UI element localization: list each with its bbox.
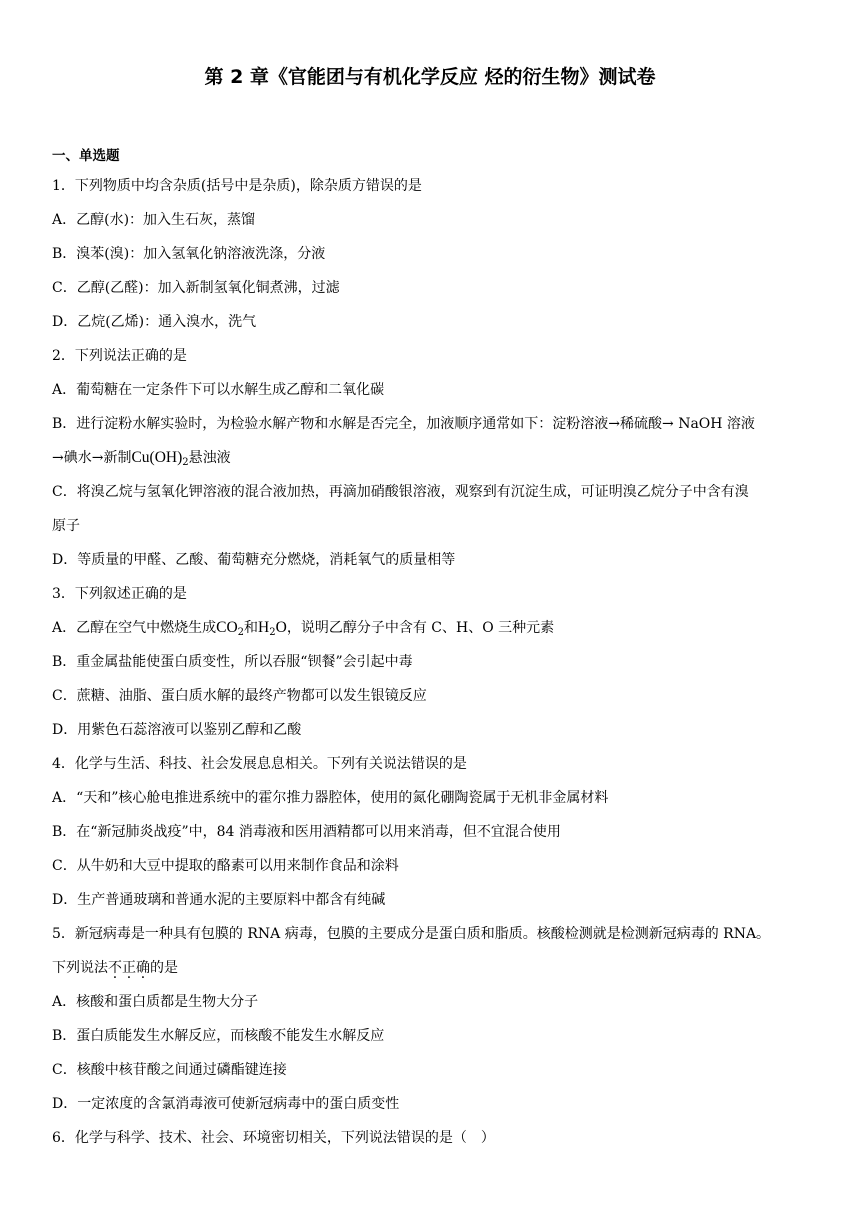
question-1-option-c: C．乙醇(乙醛)：加入新制氢氧化铜煮沸，过滤 (52, 280, 340, 296)
q2-b-suffix: 悬浊液 (188, 450, 231, 466)
page-title: 第 2 章《官能团与有机化学反应 烃的衍生物》测试卷 (204, 66, 656, 88)
h2o-formula-o: O (275, 619, 287, 636)
question-3-option-b: B．重金属盐能使蛋白质变性，所以吞服“钡餐”会引起中毒 (52, 654, 413, 670)
question-4-option-c: C．从牛奶和大豆中提取的酪素可以用来制作食品和涂料 (52, 858, 399, 874)
question-3-stem: 3．下列叙述正确的是 (52, 586, 187, 602)
question-2-option-b-continued (52, 441, 812, 475)
question-5-stem-continued (52, 951, 812, 985)
q2-b-prefix: →碘水→新制 (52, 450, 132, 466)
question-2-option-c: C．将溴乙烷与氢氧化钾溶液的混合液加热，再滴加硝酸银溶液，观察到有沉淀生成，可证明溴乙烷分子中含有溴 (52, 484, 749, 500)
question-3-option-c: C．蔗糖、油脂、蛋白质水解的最终产物都可以发生银镜反应 (52, 688, 427, 704)
question-1-option-d: D．乙烷(乙烯)：通入溴水，洗气 (52, 314, 257, 330)
question-2-option-c-continued: 原子 (52, 518, 80, 534)
question-1-stem: 1．下列物质中均含杂质(括号中是杂质)，除杂质方错误的是 (52, 178, 422, 194)
emphasis-char: 正 (122, 960, 136, 976)
emphasis-char: 确 (136, 960, 150, 976)
formula-subscript: 2 (182, 457, 189, 468)
question-5-option-a: A．核酸和蛋白质都是生物大分子 (52, 994, 259, 1010)
question-4-option-d: D．生产普通玻璃和普通水泥的主要原料中都含有纯碱 (52, 892, 386, 908)
question-4-stem: 4．化学与生活、科技、社会发展息息相关。下列有关说法错误的是 (52, 756, 467, 772)
question-1-option-a: A．乙醇(水)：加入生石灰，蒸馏 (52, 212, 256, 228)
q5-suffix: 的是 (150, 960, 178, 976)
question-5-option-b: B．蛋白质能发生水解反应，而核酸不能发生水解反应 (52, 1028, 385, 1044)
question-2-stem: 2．下列说法正确的是 (52, 348, 187, 364)
question-2-option-d: D．等质量的甲醛、乙酸、葡萄糖充分燃烧，消耗氧气的质量相等 (52, 552, 456, 568)
q3-a-and: 和 (244, 620, 259, 636)
question-2-option-b: B．进行淀粉水解实验时，为检验水解产物和水解是否完全，加液顺序通常如下：淀粉溶液→稀硫酸→ NaOH 溶液 (52, 416, 755, 432)
emphasis-char: 不 (108, 960, 122, 976)
question-5-option-c: C．核酸中核苷酸之间通过磷酯键连接 (52, 1062, 287, 1078)
formula-subscript: 2 (237, 627, 245, 638)
formula-subscript: 2 (269, 627, 276, 638)
question-2-option-a: A．葡萄糖在一定条件下可以水解生成乙醇和二氧化碳 (52, 382, 385, 398)
section-heading: 一、单选题 (52, 148, 120, 164)
question-6-stem: 6．化学与科学、技术、社会、环境密切相关，下列说法错误的是（ ） (52, 1130, 495, 1146)
h2o-formula-h: H (258, 619, 270, 636)
q3-a-prefix: A．乙醇在空气中燃烧生成 (52, 620, 217, 636)
question-1-option-b: B．溴苯(溴)：加入氢氧化钠溶液洗涤，分液 (52, 246, 326, 262)
question-3-option-d: D．用紫色石蕊溶液可以鉴别乙醇和乙酸 (52, 722, 302, 738)
copper-hydroxide-formula: Cu(OH) (131, 449, 183, 466)
question-4-option-a: A．“天和”核心舱电推进系统中的霍尔推力器腔体，使用的氮化硼陶瓷属于无机非金属材料 (52, 790, 609, 806)
question-3-option-a (52, 611, 812, 645)
co2-formula: CO (216, 619, 238, 636)
question-list (52, 169, 812, 1155)
question-4-option-b: B．在“新冠肺炎战疫”中，84 消毒液和医用酒精都可以用来消毒，但不宜混合使用 (52, 824, 561, 840)
q3-a-suffix: ，说明乙醇分子中含有 C、H、O 三种元素 (286, 620, 555, 636)
question-5-option-d: D．一定浓度的含氯消毒液可使新冠病毒中的蛋白质变性 (52, 1096, 400, 1112)
question-5-stem: 5．新冠病毒是一种具有包膜的 RNA 病毒，包膜的主要成分是蛋白质和脂质。核酸检测就是检测新冠病毒的 RNA。 (52, 926, 771, 942)
q5-prefix: 下列说法 (52, 960, 108, 976)
